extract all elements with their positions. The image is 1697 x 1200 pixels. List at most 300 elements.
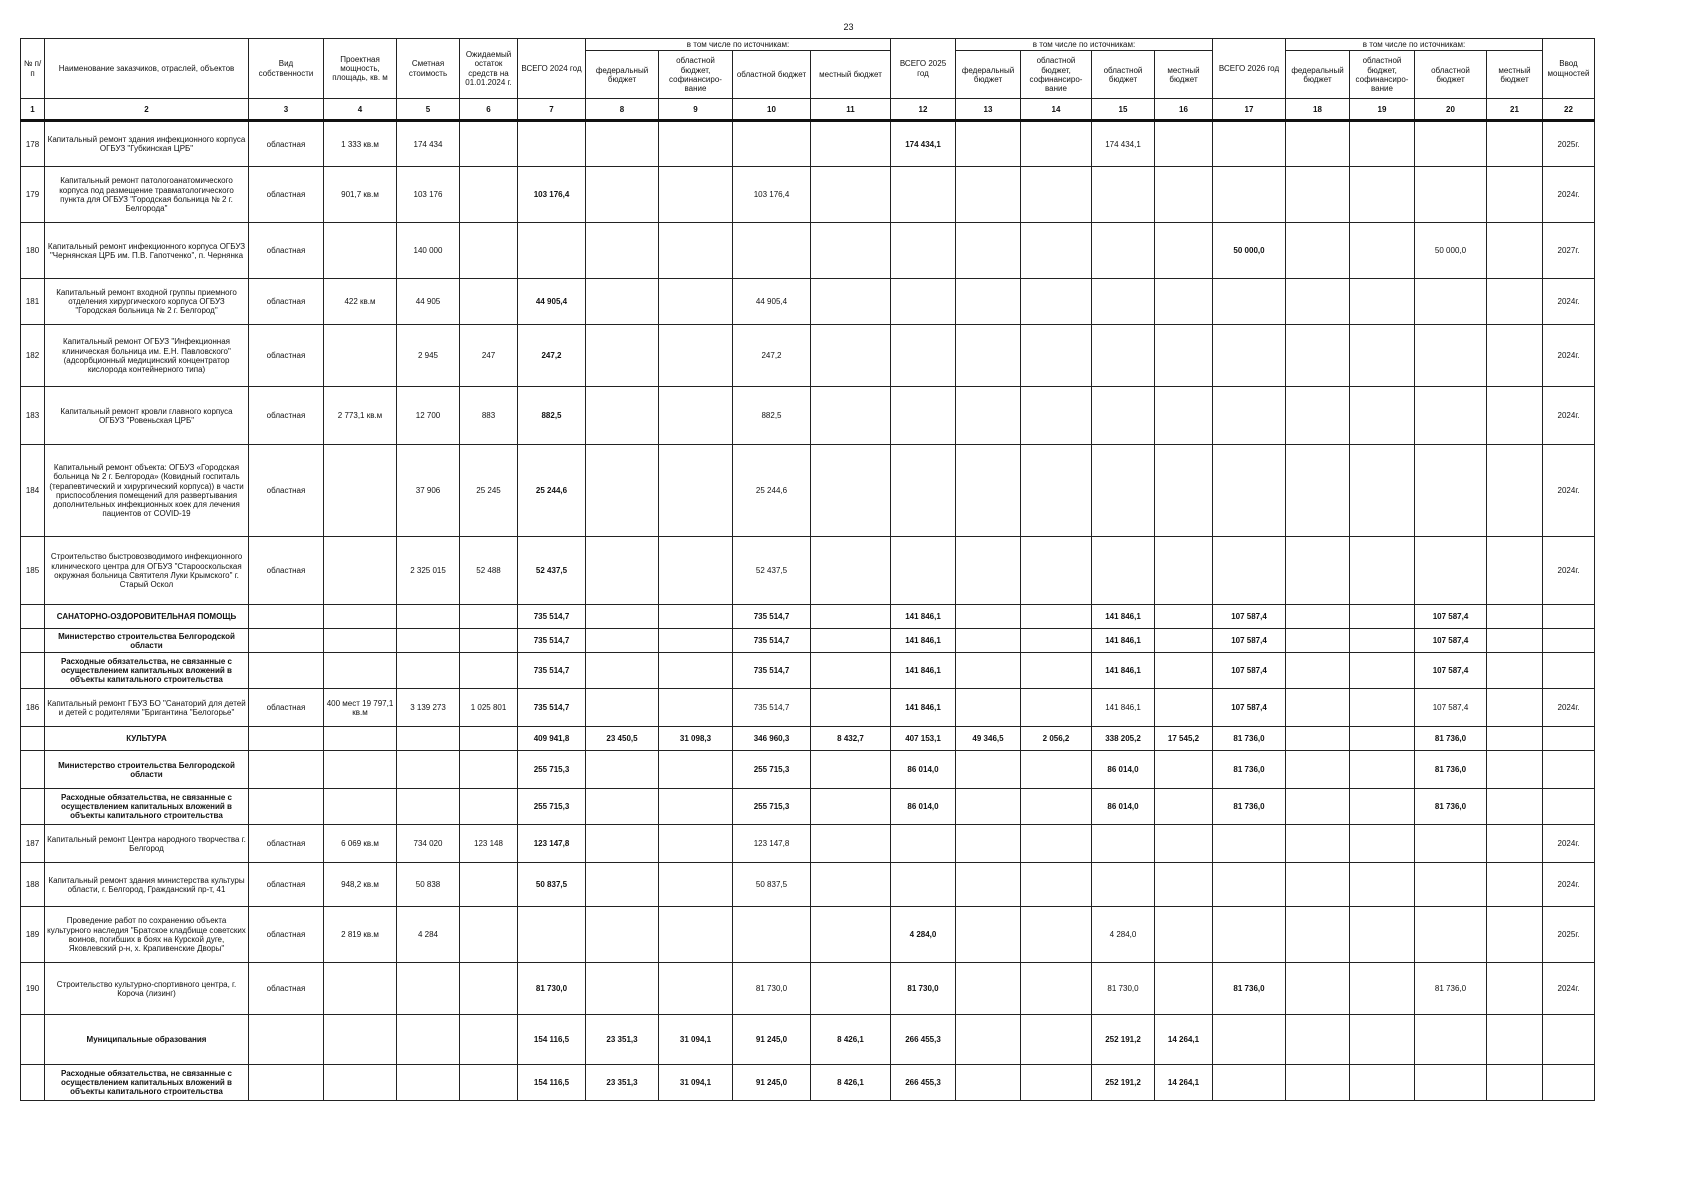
row-regional-2024: 882,5 (733, 387, 811, 445)
row-capacity: 1 333 кв.м (324, 121, 397, 167)
row-ownership: областная (249, 387, 324, 445)
row-balance: 25 245 (460, 445, 518, 537)
row-total-2025: 141 846,1 (891, 629, 956, 653)
row-local-2025 (1155, 279, 1213, 325)
header-total-2025: ВСЕГО 2025 год (891, 39, 956, 99)
row-local-2026 (1487, 121, 1543, 167)
row-federal-2025 (956, 1015, 1021, 1065)
column-number-cell: 3 (249, 99, 324, 121)
row-federal-2026 (1286, 325, 1350, 387)
row-total-2025: 407 153,1 (891, 727, 956, 751)
row-cost: 12 700 (397, 387, 460, 445)
row-federal-2026 (1286, 863, 1350, 907)
row-capacity (324, 445, 397, 537)
table-row (21, 963, 1595, 1015)
row-cost: 3 139 273 (397, 689, 460, 727)
row-balance: 1 025 801 (460, 689, 518, 727)
row-regional-2024: 52 437,5 (733, 537, 811, 605)
row-federal-2024: 23 450,5 (586, 727, 659, 751)
row-local-2025 (1155, 863, 1213, 907)
row-federal-2025 (956, 751, 1021, 789)
row-cofinancing-2025 (1021, 279, 1092, 325)
row-local-2026 (1487, 751, 1543, 789)
row-total-2026 (1213, 121, 1286, 167)
row-ownership (249, 727, 324, 751)
row-cofinancing-2025 (1021, 689, 1092, 727)
row-local-2025: 14 264,1 (1155, 1065, 1213, 1101)
row-total-2025 (891, 445, 956, 537)
row-regional-2025: 4 284,0 (1092, 907, 1155, 963)
row-cofinancing-2026 (1350, 751, 1415, 789)
row-regional-2024: 44 905,4 (733, 279, 811, 325)
row-number (21, 629, 45, 653)
row-number: 187 (21, 825, 45, 863)
row-capacity (324, 537, 397, 605)
row-federal-2025 (956, 789, 1021, 825)
row-regional-2026: 107 587,4 (1415, 605, 1487, 629)
row-total-2025: 141 846,1 (891, 689, 956, 727)
row-number: 182 (21, 325, 45, 387)
row-commissioning-year: 2024г. (1543, 825, 1595, 863)
row-commissioning-year (1543, 605, 1595, 629)
row-cofinancing-2024 (659, 825, 733, 863)
row-federal-2025 (956, 963, 1021, 1015)
row-total-2025 (891, 387, 956, 445)
row-cofinancing-2025 (1021, 751, 1092, 789)
row-federal-2025 (956, 325, 1021, 387)
row-total-2024: 44 905,4 (518, 279, 586, 325)
section-row (21, 789, 1595, 825)
row-local-2025 (1155, 689, 1213, 727)
row-federal-2024 (586, 121, 659, 167)
header-commissioning: Ввод мощностей (1543, 39, 1595, 99)
row-cost (397, 605, 460, 629)
row-balance: 123 148 (460, 825, 518, 863)
row-balance: 883 (460, 387, 518, 445)
row-cofinancing-2026 (1350, 1015, 1415, 1065)
row-federal-2025 (956, 653, 1021, 689)
row-regional-2025: 86 014,0 (1092, 789, 1155, 825)
row-federal-2026 (1286, 789, 1350, 825)
row-cofinancing-2024 (659, 121, 733, 167)
row-cofinancing-2024 (659, 167, 733, 223)
row-local-2024 (811, 279, 891, 325)
row-federal-2024 (586, 387, 659, 445)
table-row (21, 387, 1595, 445)
row-number: 181 (21, 279, 45, 325)
row-cofinancing-2024: 31 094,1 (659, 1065, 733, 1101)
row-local-2024 (811, 751, 891, 789)
row-capacity (324, 727, 397, 751)
table-row (21, 223, 1595, 279)
row-regional-2024 (733, 907, 811, 963)
row-regional-2025: 141 846,1 (1092, 605, 1155, 629)
column-number-cell: 1 (21, 99, 45, 121)
row-federal-2025 (956, 907, 1021, 963)
row-total-2026 (1213, 1065, 1286, 1101)
column-number-cell: 10 (733, 99, 811, 121)
row-cofinancing-2024 (659, 325, 733, 387)
row-federal-2024 (586, 445, 659, 537)
row-commissioning-year (1543, 789, 1595, 825)
row-local-2025 (1155, 445, 1213, 537)
row-regional-2025: 141 846,1 (1092, 629, 1155, 653)
row-federal-2026 (1286, 825, 1350, 863)
row-number: 183 (21, 387, 45, 445)
row-federal-2025 (956, 825, 1021, 863)
row-federal-2025 (956, 863, 1021, 907)
section-row (21, 629, 1595, 653)
row-balance: 247 (460, 325, 518, 387)
header-number: № п/п (21, 39, 45, 99)
row-balance: 52 488 (460, 537, 518, 605)
row-commissioning-year: 2024г. (1543, 387, 1595, 445)
row-local-2024 (811, 689, 891, 727)
row-regional-2025 (1092, 167, 1155, 223)
row-local-2024 (811, 537, 891, 605)
row-total-2025 (891, 223, 956, 279)
row-number: 185 (21, 537, 45, 605)
row-regional-2024: 735 514,7 (733, 653, 811, 689)
row-name: КУЛЬТУРА (45, 727, 249, 751)
row-cost: 2 945 (397, 325, 460, 387)
row-regional-2025 (1092, 825, 1155, 863)
row-total-2024 (518, 121, 586, 167)
row-federal-2026 (1286, 121, 1350, 167)
row-balance (460, 653, 518, 689)
row-regional-2024 (733, 223, 811, 279)
row-cofinancing-2026 (1350, 963, 1415, 1015)
row-federal-2026 (1286, 629, 1350, 653)
row-regional-2026 (1415, 825, 1487, 863)
row-cofinancing-2026 (1350, 727, 1415, 751)
row-cofinancing-2025 (1021, 789, 1092, 825)
row-name: Министерство строительства Белгородской области (45, 629, 249, 653)
row-total-2026: 81 736,0 (1213, 789, 1286, 825)
row-capacity (324, 629, 397, 653)
row-ownership (249, 653, 324, 689)
row-federal-2026 (1286, 727, 1350, 751)
row-local-2024 (811, 907, 891, 963)
row-cofinancing-2025 (1021, 1065, 1092, 1101)
row-cofinancing-2026 (1350, 1065, 1415, 1101)
row-federal-2024: 23 351,3 (586, 1015, 659, 1065)
row-commissioning-year (1543, 653, 1595, 689)
row-federal-2026 (1286, 1065, 1350, 1101)
row-number (21, 653, 45, 689)
row-ownership: областная (249, 325, 324, 387)
row-federal-2025 (956, 1065, 1021, 1101)
column-number-cell: 9 (659, 99, 733, 121)
row-local-2024 (811, 789, 891, 825)
row-total-2025 (891, 825, 956, 863)
row-regional-2024: 255 715,3 (733, 789, 811, 825)
row-cofinancing-2025: 2 056,2 (1021, 727, 1092, 751)
row-federal-2026 (1286, 387, 1350, 445)
header-federal-2024: федеральный бюджет (586, 51, 659, 99)
row-cofinancing-2026 (1350, 907, 1415, 963)
row-total-2024: 154 116,5 (518, 1065, 586, 1101)
row-balance (460, 605, 518, 629)
row-regional-2025: 174 434,1 (1092, 121, 1155, 167)
row-capacity (324, 223, 397, 279)
row-regional-2026 (1415, 907, 1487, 963)
row-total-2025 (891, 167, 956, 223)
row-local-2026 (1487, 325, 1543, 387)
row-ownership: областная (249, 689, 324, 727)
row-commissioning-year: 2024г. (1543, 445, 1595, 537)
row-cofinancing-2026 (1350, 445, 1415, 537)
row-name: Капитальный ремонт здания инфекционного корпуса ОГБУЗ "Губкинская ЦРБ" (45, 121, 249, 167)
row-ownership: областная (249, 223, 324, 279)
row-local-2025 (1155, 325, 1213, 387)
row-cofinancing-2025 (1021, 223, 1092, 279)
row-local-2024 (811, 445, 891, 537)
row-regional-2024: 735 514,7 (733, 605, 811, 629)
row-regional-2026 (1415, 1065, 1487, 1101)
row-cofinancing-2024: 31 094,1 (659, 1015, 733, 1065)
row-cofinancing-2025 (1021, 1015, 1092, 1065)
row-local-2024 (811, 963, 891, 1015)
row-cofinancing-2024 (659, 445, 733, 537)
row-cofinancing-2025 (1021, 121, 1092, 167)
row-regional-2026 (1415, 537, 1487, 605)
row-regional-2025: 141 846,1 (1092, 653, 1155, 689)
row-local-2025 (1155, 963, 1213, 1015)
row-local-2026 (1487, 537, 1543, 605)
row-total-2026 (1213, 863, 1286, 907)
row-total-2026: 107 587,4 (1213, 605, 1286, 629)
row-regional-2024: 346 960,3 (733, 727, 811, 751)
row-number (21, 1065, 45, 1101)
row-ownership: областная (249, 825, 324, 863)
row-cofinancing-2024 (659, 963, 733, 1015)
row-local-2026 (1487, 629, 1543, 653)
row-name: Капитальный ремонт входной группы приемного отделения хирургического корпуса ОГБУЗ "Городская больница № 2 г. Белгород" (45, 279, 249, 325)
section-row (21, 1065, 1595, 1101)
row-regional-2026: 81 736,0 (1415, 963, 1487, 1015)
row-number: 188 (21, 863, 45, 907)
row-total-2024 (518, 907, 586, 963)
row-ownership: областная (249, 907, 324, 963)
row-federal-2026 (1286, 963, 1350, 1015)
row-local-2025 (1155, 537, 1213, 605)
row-cost: 174 434 (397, 121, 460, 167)
row-total-2024: 25 244,6 (518, 445, 586, 537)
row-cofinancing-2026 (1350, 689, 1415, 727)
section-row (21, 1015, 1595, 1065)
table-row (21, 325, 1595, 387)
row-number: 179 (21, 167, 45, 223)
row-total-2026: 81 736,0 (1213, 963, 1286, 1015)
row-commissioning-year (1543, 1065, 1595, 1101)
row-local-2025 (1155, 825, 1213, 863)
row-total-2026: 107 587,4 (1213, 629, 1286, 653)
row-balance (460, 907, 518, 963)
row-capacity: 422 кв.м (324, 279, 397, 325)
row-name: Капитальный ремонт патологоанатомического корпуса под размещение травматологического пункта для ОГБУЗ "Городская больница № 2 г. Белгорода" (45, 167, 249, 223)
row-regional-2024 (733, 121, 811, 167)
row-cofinancing-2025 (1021, 537, 1092, 605)
row-ownership (249, 789, 324, 825)
section-row (21, 751, 1595, 789)
row-cofinancing-2024 (659, 653, 733, 689)
row-local-2025 (1155, 223, 1213, 279)
row-commissioning-year (1543, 727, 1595, 751)
row-federal-2024 (586, 863, 659, 907)
row-cofinancing-2024 (659, 387, 733, 445)
row-federal-2024 (586, 629, 659, 653)
row-local-2025 (1155, 789, 1213, 825)
row-regional-2025 (1092, 223, 1155, 279)
row-local-2026 (1487, 689, 1543, 727)
row-regional-2025 (1092, 445, 1155, 537)
row-total-2026: 107 587,4 (1213, 653, 1286, 689)
row-balance (460, 751, 518, 789)
row-cofinancing-2025 (1021, 605, 1092, 629)
row-number (21, 751, 45, 789)
row-number: 184 (21, 445, 45, 537)
row-cofinancing-2026 (1350, 863, 1415, 907)
row-commissioning-year: 2024г. (1543, 279, 1595, 325)
row-total-2025: 86 014,0 (891, 751, 956, 789)
row-commissioning-year: 2027г. (1543, 223, 1595, 279)
row-local-2026 (1487, 863, 1543, 907)
row-name: Расходные обязательства, не связанные с осуществлением капитальных вложений в объекты капитального строительства (45, 653, 249, 689)
row-cofinancing-2026 (1350, 653, 1415, 689)
row-federal-2025: 49 346,5 (956, 727, 1021, 751)
row-federal-2024 (586, 653, 659, 689)
row-name: Строительство быстровозводимого инфекционного клинического центра для ОГБУЗ "Старооскольская окружная больница Святителя Луки Крымского" г. Старый Оскол (45, 537, 249, 605)
row-balance (460, 279, 518, 325)
row-federal-2024 (586, 223, 659, 279)
row-balance (460, 223, 518, 279)
header-name: Наименование заказчиков, отраслей, объектов (45, 39, 249, 99)
row-federal-2024 (586, 825, 659, 863)
header-expected-balance: Ожидаемый остаток средств на 01.01.2024 г. (460, 39, 518, 99)
row-commissioning-year (1543, 629, 1595, 653)
row-cost: 4 284 (397, 907, 460, 963)
row-regional-2024: 50 837,5 (733, 863, 811, 907)
investment-table (20, 38, 1595, 1101)
header-cofinancing-2026: областной бюджет, софинансиро-вание (1350, 51, 1415, 99)
row-regional-2025 (1092, 537, 1155, 605)
row-local-2024 (811, 325, 891, 387)
row-federal-2026 (1286, 751, 1350, 789)
row-capacity (324, 751, 397, 789)
row-local-2024 (811, 863, 891, 907)
row-local-2024: 8 432,7 (811, 727, 891, 751)
row-total-2026: 81 736,0 (1213, 751, 1286, 789)
row-balance (460, 121, 518, 167)
row-cofinancing-2025 (1021, 387, 1092, 445)
row-total-2026 (1213, 1015, 1286, 1065)
row-name: Капитальный ремонт объекта: ОГБУЗ «Городская больница № 2 г. Белгорода» (Ковидный госпиталь (терапевтический и хирургический корпуса)) в части приспособления помещений для развертывания дополнительных инфекционных коек для лечения пациентов от COVID-19 (45, 445, 249, 537)
row-commissioning-year: 2025г. (1543, 121, 1595, 167)
row-local-2026 (1487, 653, 1543, 689)
row-name: Расходные обязательства, не связанные с осуществлением капитальных вложений в объекты капитального строительства (45, 789, 249, 825)
row-local-2025 (1155, 629, 1213, 653)
row-federal-2025 (956, 121, 1021, 167)
row-regional-2026 (1415, 167, 1487, 223)
row-capacity (324, 1015, 397, 1065)
row-total-2024: 123 147,8 (518, 825, 586, 863)
row-capacity (324, 653, 397, 689)
row-number: 186 (21, 689, 45, 727)
row-cofinancing-2024 (659, 751, 733, 789)
row-total-2026 (1213, 445, 1286, 537)
row-local-2026 (1487, 825, 1543, 863)
column-number-cell: 22 (1543, 99, 1595, 121)
row-total-2024: 735 514,7 (518, 689, 586, 727)
section-row (21, 653, 1595, 689)
row-federal-2024 (586, 963, 659, 1015)
row-ownership: областная (249, 167, 324, 223)
row-capacity (324, 789, 397, 825)
row-number (21, 789, 45, 825)
row-cost: 50 838 (397, 863, 460, 907)
row-cost: 2 325 015 (397, 537, 460, 605)
row-regional-2026: 107 587,4 (1415, 629, 1487, 653)
table-row (21, 167, 1595, 223)
table-row (21, 863, 1595, 907)
header-sources-2026: в том числе по источникам: (1286, 39, 1543, 51)
row-local-2025 (1155, 121, 1213, 167)
column-number-cell: 12 (891, 99, 956, 121)
header-cofinancing-2025: областной бюджет, софинансиро-вание (1021, 51, 1092, 99)
row-cost: 140 000 (397, 223, 460, 279)
row-capacity: 6 069 кв.м (324, 825, 397, 863)
row-cofinancing-2026 (1350, 387, 1415, 445)
row-ownership: областная (249, 445, 324, 537)
row-local-2024 (811, 605, 891, 629)
header-sources-2024: в том числе по источникам: (586, 39, 891, 51)
row-balance (460, 863, 518, 907)
row-regional-2024: 247,2 (733, 325, 811, 387)
row-cofinancing-2024 (659, 689, 733, 727)
row-total-2024: 255 715,3 (518, 751, 586, 789)
row-cofinancing-2026 (1350, 537, 1415, 605)
row-name: Капитальный ремонт кровли главного корпуса ОГБУЗ "Ровеньская ЦРБ" (45, 387, 249, 445)
row-regional-2026 (1415, 863, 1487, 907)
row-cost (397, 1065, 460, 1101)
row-ownership (249, 629, 324, 653)
row-name: Капитальный ремонт Центра народного творчества г. Белгород (45, 825, 249, 863)
row-total-2024: 882,5 (518, 387, 586, 445)
row-total-2026 (1213, 825, 1286, 863)
row-name: САНАТОРНО-ОЗДОРОВИТЕЛЬНАЯ ПОМОЩЬ (45, 605, 249, 629)
row-cofinancing-2025 (1021, 825, 1092, 863)
row-cofinancing-2026 (1350, 121, 1415, 167)
row-local-2026 (1487, 387, 1543, 445)
row-cofinancing-2024 (659, 537, 733, 605)
row-local-2025 (1155, 387, 1213, 445)
row-cofinancing-2024 (659, 279, 733, 325)
column-number-cell: 8 (586, 99, 659, 121)
row-total-2025: 174 434,1 (891, 121, 956, 167)
row-cofinancing-2025 (1021, 325, 1092, 387)
row-federal-2024 (586, 279, 659, 325)
row-federal-2026 (1286, 445, 1350, 537)
row-cofinancing-2024: 31 098,3 (659, 727, 733, 751)
row-number: 180 (21, 223, 45, 279)
row-federal-2026 (1286, 223, 1350, 279)
row-cost: 44 905 (397, 279, 460, 325)
row-regional-2024: 25 244,6 (733, 445, 811, 537)
row-total-2026: 107 587,4 (1213, 689, 1286, 727)
row-commissioning-year (1543, 1015, 1595, 1065)
row-regional-2024: 81 730,0 (733, 963, 811, 1015)
